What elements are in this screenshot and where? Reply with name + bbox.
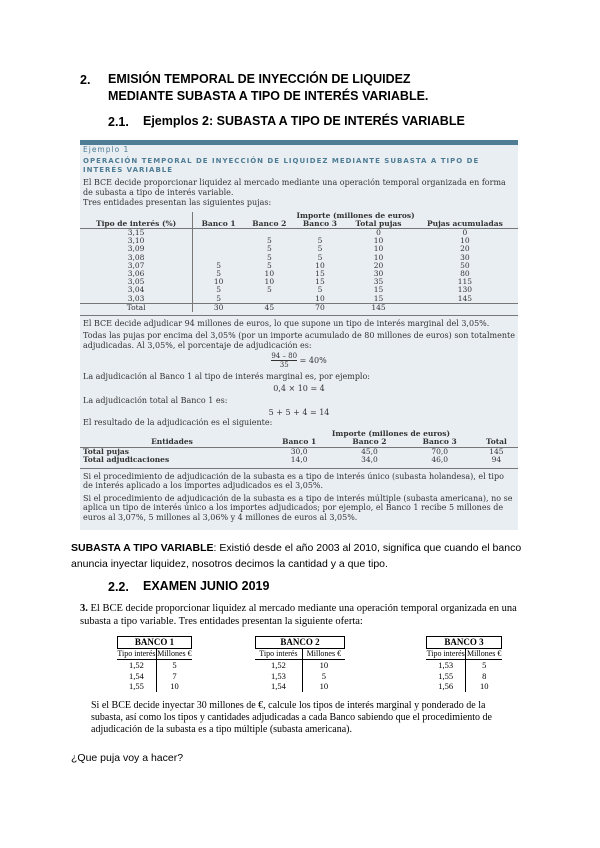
- table-row: 3,07 5 5 10 20 50: [80, 262, 518, 270]
- example-p4: La adjudicación total al Banco 1 es:: [83, 396, 228, 406]
- table-row: 1,52 10: [255, 660, 345, 671]
- bids-table: [80, 212, 518, 312]
- exam-question-2: Si el BCE decide inyectar 30 millones de €, calcule los tipos de interés marginal y ponderado de la subasta, así como los tipos y cantidades adjudicadas a cada Banco sabiendo que el procedimiento de adjudicación de la subasta es a tipo múltiple (subasta americana).: [91, 700, 492, 735]
- example-intro2: Tres entidades presentan las siguientes pujas:: [83, 198, 272, 207]
- table-row: 3,06 5 10 15 30 80: [80, 270, 518, 278]
- result-table: [80, 430, 518, 465]
- subasta-bold: SUBASTA A TIPO VARIABLE: [71, 542, 214, 554]
- table-row: Total adjudicaciones 14,0 34,0 46,0 94: [83, 455, 502, 465]
- table-row: 3,04 5 5 5 15 130: [80, 286, 518, 294]
- subsection-title: Ejemplos 2: SUBASTA A TIPO DE INTERÉS VARIABLE: [143, 114, 465, 128]
- bids-header: Banco 3: [295, 220, 346, 229]
- subasta-paragraph: [71, 540, 531, 572]
- fraction-result: = 40%: [299, 356, 327, 366]
- bank-table-1: BANCO 1 Tipo interés Millones € 1,52 5 1,54 7 1,55 10: [117, 637, 192, 691]
- closing-question: ¿Que puja voy a hacer?: [71, 752, 184, 764]
- bids-header: Total pujas: [345, 220, 412, 229]
- exam-number: 3.: [80, 603, 88, 614]
- example-p5: El resultado de la adjudicación es el siguiente:: [83, 418, 273, 428]
- table-total-row: Total 30 45 70 145: [80, 303, 518, 312]
- example-box: [80, 140, 518, 530]
- table-row: 3,08 5 5 10 30: [80, 254, 518, 262]
- bids-header: Banco 1: [193, 220, 244, 229]
- section-title: EMISIÓN TEMPORAL DE INYECCIÓN DE LIQUIDEZ MEDIANTE SUBASTA A TIPO DE INTERÉS VARIABLE.: [108, 72, 429, 103]
- bank-name: BANCO 3: [426, 636, 502, 649]
- fraction-denominator: 35: [279, 361, 289, 370]
- table-row: 3,09 5 5 10 20: [80, 245, 518, 253]
- table-row: 1,52 5: [117, 660, 192, 671]
- result-header: Banco 3: [405, 438, 475, 447]
- table-row: 1,54 10: [255, 681, 345, 692]
- bids-header: Tipo de interés (%): [80, 220, 193, 229]
- subsection-number: 2.1.: [108, 115, 129, 129]
- table-row: 1,55 10: [117, 681, 192, 692]
- result-group-header: Importe (millones de euros): [331, 428, 451, 438]
- example-p2: Todas las pujas por encima del 3,05% (por un importe acumulado de 80 millones de euros) son totalmente adjudicadas. Al 3,05%, el porcentaje de adjudicación es:: [83, 331, 515, 350]
- section-number: 2.: [80, 73, 91, 87]
- bank-name: BANCO 1: [117, 636, 192, 649]
- table-row: 1,56 10: [426, 681, 502, 692]
- table-row: 3,03 5 10 15 145: [80, 295, 518, 304]
- bids-group-header: Importe (millones de euros): [296, 210, 415, 220]
- bank-name: BANCO 2: [255, 636, 345, 649]
- result-header: Banco 1: [264, 438, 334, 447]
- bids-header: Pujas acumuladas: [412, 220, 518, 229]
- result-header: Total: [475, 438, 518, 447]
- bank-table-2: BANCO 2 Tipo interés Millones € 1,52 10 1,53 5 1,54 10: [255, 636, 345, 692]
- result-header: Entidades: [80, 438, 264, 447]
- exam-text: El BCE decide proporcionar liquidez al mercado mediante una operación temporal organizada en una subasta a tipo variable. Tres entidades presentan la siguiente oferta:: [80, 603, 517, 627]
- exam-question: [80, 603, 520, 628]
- table-row: 1,53 5: [426, 660, 502, 671]
- bids-header: Banco 2: [244, 220, 295, 229]
- table-row: 1,54 7: [117, 671, 192, 682]
- table-row: 3,10 5 5 10 10: [80, 237, 518, 245]
- subsection-number: 2.2.: [108, 580, 129, 594]
- equation-1: 0,4 × 10 = 4: [273, 383, 325, 393]
- table-row: Total pujas 30,0 45,0 70,0 145: [83, 446, 504, 456]
- example-p7: Si el procedimiento de adjudicación de la subasta es a tipo de interés múltiple (subasta americana), no se aplica un tipo de interés único a los importes adjudicados; por ejemplo, el Banco 1 recibe 5 millones de euros al 3,07%, 5 millones al 3,06% y 4 millones de euros al 3,05%.: [83, 493, 513, 522]
- table-row: 1,53 5: [255, 671, 345, 682]
- bank-table-3: BANCO 3 Tipo interés Millones € 1,53 5 1,55 8 1,56 10: [426, 637, 502, 691]
- table-row: 3,15 0 0: [80, 228, 518, 237]
- example-p3: La adjudicación al Banco 1 al tipo de interés marginal es, por ejemplo:: [83, 372, 371, 382]
- fraction: [80, 352, 518, 369]
- table-row: 3,05 10 10 15 35 115: [80, 278, 518, 286]
- example-tag: Ejemplo 1: [83, 145, 130, 154]
- subasta-text: : Existió desde el año 2003 al 2010, significa que cuando el banco anuncia inyectar liquidez, nosotros decimos la cantidad y a que tipo.: [71, 542, 522, 570]
- example-p6: Si el procedimiento de adjudicación de la subasta es a tipo de interés único (subasta holandesa), el tipo de interés aplicado a los importes adjudicados es el 3,05%.: [83, 471, 504, 491]
- example-intro: El BCE decide proporcionar liquidez al mercado mediante una operación temporal organizada en forma de subasta a tipo de interés variable.: [83, 178, 506, 197]
- subsection-title: EXAMEN JUNIO 2019: [143, 579, 270, 593]
- equation-2: 5 + 5 + 4 = 14: [268, 407, 330, 417]
- example-heading: OPERACIÓN TEMPORAL DE INYECCIÓN DE LIQUIDEZ MEDIANTE SUBASTA A TIPO DE INTERÉS VARIABLE: [83, 157, 480, 174]
- table-row: 1,55 8: [426, 671, 502, 682]
- fraction-numerator: 94 – 80: [271, 352, 298, 361]
- example-p1: El BCE decide adjudicar 94 millones de euros, lo que supone un tipo de interés marginal del 3,05%.: [83, 318, 490, 328]
- result-header: Banco 2: [334, 438, 404, 447]
